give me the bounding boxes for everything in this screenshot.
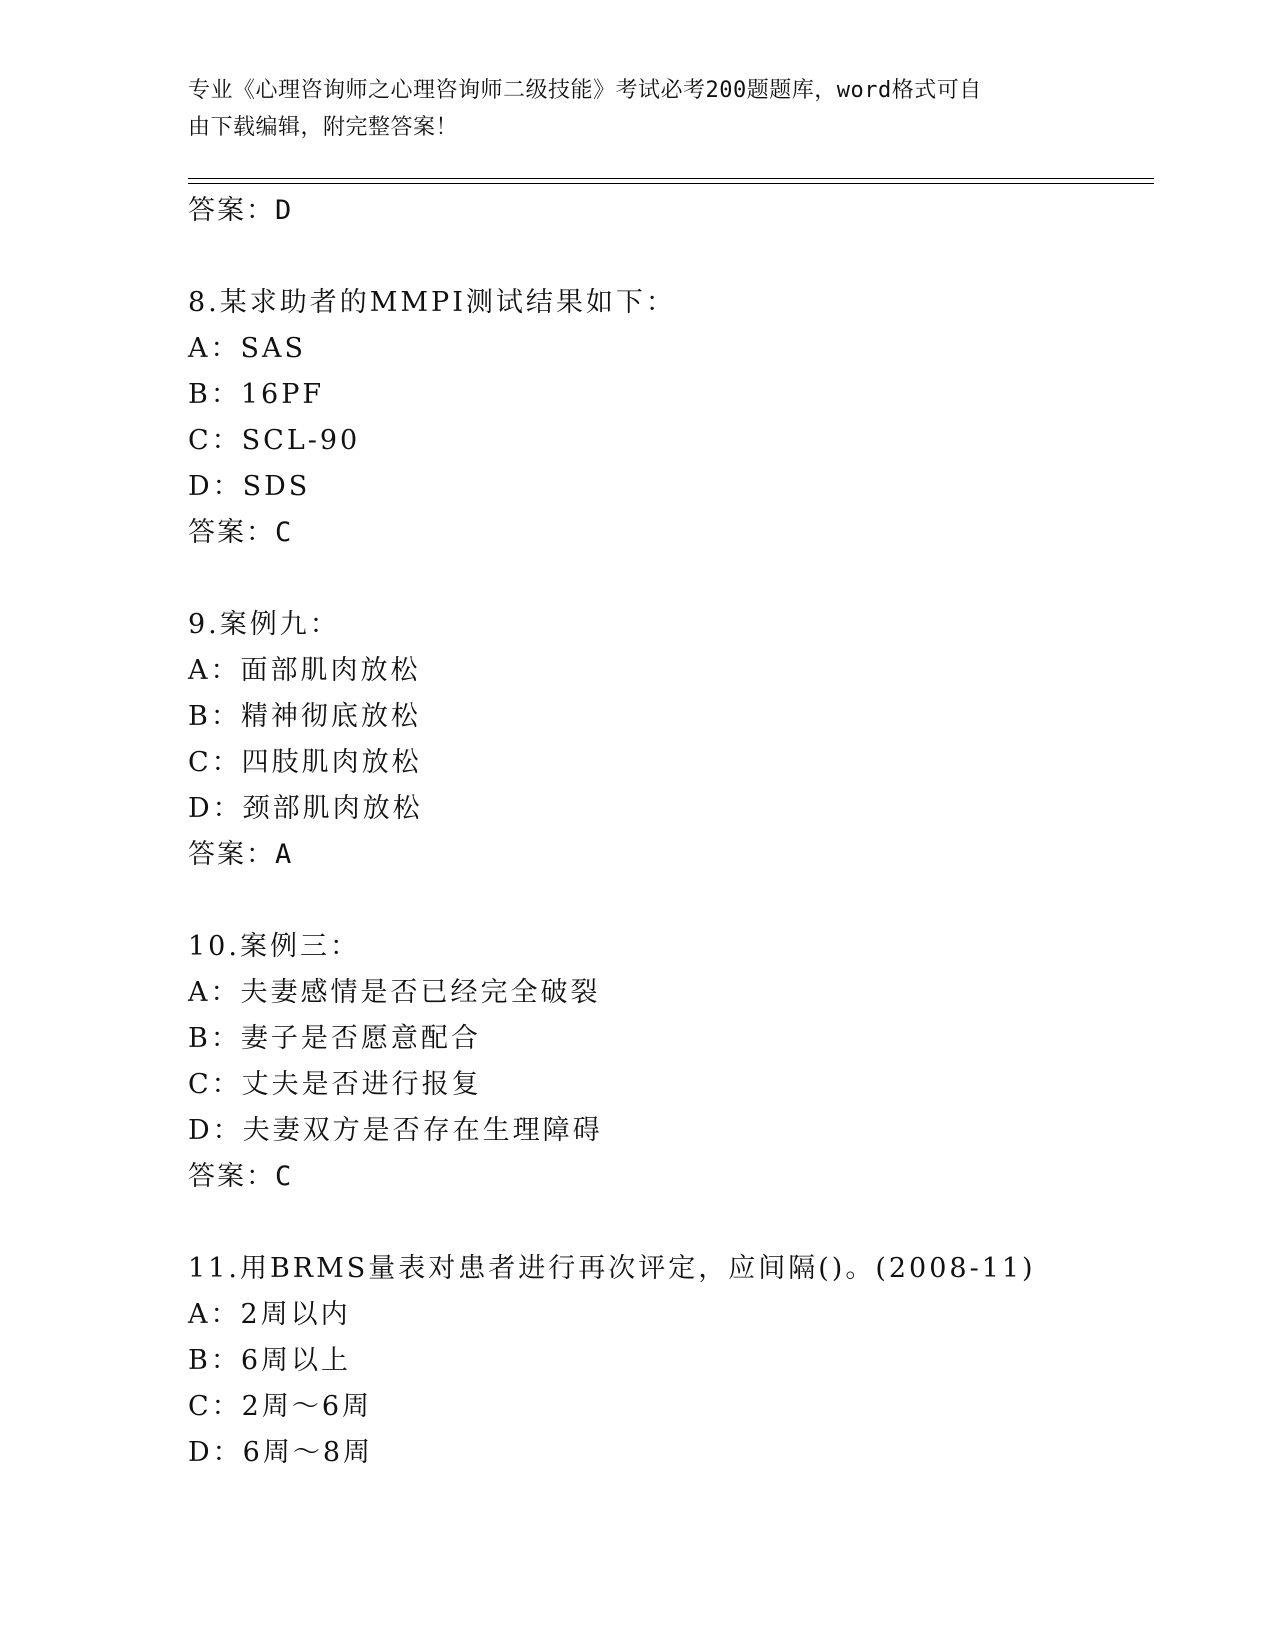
header-line-1: 专业《心理咨询师之心理咨询师二级技能》考试必考200题题库，word格式可自 bbox=[188, 78, 982, 103]
answer-line: 答案：D bbox=[188, 195, 294, 226]
option-d: D：6周～8周 bbox=[188, 1437, 374, 1468]
question-10: 10.案例三： bbox=[188, 931, 360, 962]
option-b: B：6周以上 bbox=[188, 1345, 352, 1376]
option-a: A：面部肌肉放松 bbox=[188, 655, 421, 686]
header-line-2: 由下载编辑，附完整答案！ bbox=[188, 115, 459, 140]
spacer bbox=[188, 556, 1148, 602]
option-a: A：2周以内 bbox=[188, 1299, 351, 1330]
header-rule-bottom bbox=[188, 183, 1154, 184]
spacer bbox=[188, 878, 1148, 924]
option-a: A：夫妻感情是否已经完全破裂 bbox=[188, 977, 601, 1008]
option-c: C：SCL-90 bbox=[188, 425, 361, 456]
option-a: A：SAS bbox=[188, 333, 306, 364]
spacer bbox=[188, 1200, 1148, 1246]
option-c: C：2周～6周 bbox=[188, 1391, 373, 1422]
option-c: C：四肢肌肉放松 bbox=[188, 747, 422, 778]
option-c: C：丈夫是否进行报复 bbox=[188, 1069, 482, 1100]
option-b: B：16PF bbox=[188, 379, 325, 410]
question-9: 9.案例九： bbox=[188, 609, 340, 640]
answer-line: 答案：A bbox=[188, 839, 294, 870]
option-b: B：妻子是否愿意配合 bbox=[188, 1023, 481, 1054]
question-11: 11.用BRMS量表对患者进行再次评定，应间隔()。(2008-11) bbox=[188, 1253, 1036, 1284]
document-body bbox=[188, 188, 1148, 1476]
header-rule-top bbox=[188, 178, 1154, 179]
option-b: B：精神彻底放松 bbox=[188, 701, 421, 732]
option-d: D：夫妻双方是否存在生理障碍 bbox=[188, 1115, 603, 1146]
spacer bbox=[188, 234, 1148, 280]
document-header bbox=[188, 72, 1068, 146]
question-8: 8.某求助者的MMPI测试结果如下： bbox=[188, 287, 676, 318]
answer-line: 答案：C bbox=[188, 1161, 294, 1192]
option-d: D：颈部肌肉放松 bbox=[188, 793, 423, 824]
answer-line: 答案：C bbox=[188, 517, 294, 548]
option-d: D：SDS bbox=[188, 471, 311, 502]
